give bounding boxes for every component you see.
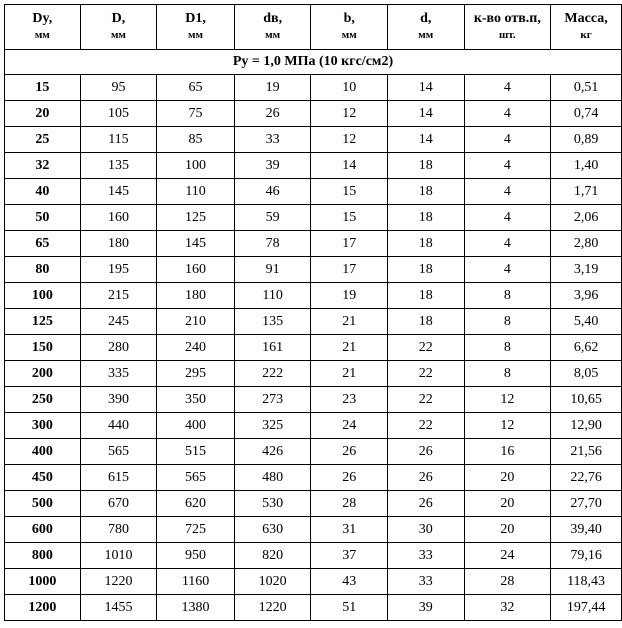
table-row [5, 361, 622, 387]
table-cell: 118,43 [551, 569, 622, 595]
table-row [5, 309, 622, 335]
table-cell: 1455 [80, 595, 157, 621]
table-cell: 28 [464, 569, 551, 595]
table-cell: 4 [464, 101, 551, 127]
table-cell: 273 [234, 387, 311, 413]
table-row [5, 569, 622, 595]
table-cell: 8,05 [551, 361, 622, 387]
table-cell: 565 [80, 439, 157, 465]
table-cell: 780 [80, 517, 157, 543]
table-cell: 725 [157, 517, 235, 543]
table-cell: 180 [157, 283, 235, 309]
table-cell: 250 [5, 387, 81, 413]
pressure-row [5, 50, 622, 75]
table-cell: 33 [388, 569, 465, 595]
table-cell: 24 [464, 543, 551, 569]
table-cell: 280 [80, 335, 157, 361]
table-cell: 1020 [234, 569, 311, 595]
table-cell: 95 [80, 75, 157, 101]
column-header-title: Dy, [32, 11, 53, 26]
table-cell: 75 [157, 101, 235, 127]
table-cell: 17 [311, 257, 388, 283]
table-row [5, 75, 622, 101]
table-cell: 615 [80, 465, 157, 491]
table-cell: 15 [5, 75, 81, 101]
table-cell: 26 [311, 439, 388, 465]
table-cell: 440 [80, 413, 157, 439]
table-cell: 43 [311, 569, 388, 595]
table-cell: 480 [234, 465, 311, 491]
table-cell: 22 [388, 335, 465, 361]
table-cell: 4 [464, 127, 551, 153]
table-cell: 300 [5, 413, 81, 439]
table-cell: 222 [234, 361, 311, 387]
table-cell: 32 [464, 595, 551, 621]
table-cell: 1000 [5, 569, 81, 595]
column-header-unit: мм [110, 29, 126, 41]
table-cell: 5,40 [551, 309, 622, 335]
table-cell: 32 [5, 153, 81, 179]
table-row [5, 387, 622, 413]
column-header [5, 5, 81, 50]
table-cell: 78 [234, 231, 311, 257]
table-cell: 91 [234, 257, 311, 283]
table-cell: 26 [388, 491, 465, 517]
table-cell: 18 [388, 179, 465, 205]
table-cell: 600 [5, 517, 81, 543]
column-header-title: d, [420, 11, 432, 26]
column-header-title: D1, [185, 11, 206, 26]
table-cell: 145 [80, 179, 157, 205]
column-header-unit: кг [580, 29, 592, 41]
table-cell: 14 [388, 101, 465, 127]
table-cell: 23 [311, 387, 388, 413]
table-cell: 59 [234, 205, 311, 231]
table-cell: 515 [157, 439, 235, 465]
column-header-unit: мм [34, 29, 50, 41]
table-cell: 670 [80, 491, 157, 517]
table-cell: 28 [311, 491, 388, 517]
column-header-unit: мм [341, 29, 357, 41]
table-cell: 160 [80, 205, 157, 231]
table-cell: 2,80 [551, 231, 622, 257]
column-header-unit: мм [418, 29, 434, 41]
table-cell: 0,74 [551, 101, 622, 127]
table-cell: 195 [80, 257, 157, 283]
table-cell: 31 [311, 517, 388, 543]
table-row [5, 439, 622, 465]
table-cell: 10 [311, 75, 388, 101]
table-row [5, 595, 622, 621]
column-header-title: dв, [263, 11, 283, 26]
table-row [5, 335, 622, 361]
table-cell: 1380 [157, 595, 235, 621]
column-header-unit: шт. [499, 29, 516, 41]
table-cell: 8 [464, 309, 551, 335]
table-cell: 19 [234, 75, 311, 101]
table-cell: 26 [234, 101, 311, 127]
table-cell: 135 [80, 153, 157, 179]
table-cell: 630 [234, 517, 311, 543]
table-cell: 0,89 [551, 127, 622, 153]
column-header-title: D, [111, 11, 126, 26]
column-header [311, 5, 388, 50]
table-cell: 26 [388, 439, 465, 465]
column-header-title: b, [343, 11, 355, 26]
table-cell: 20 [464, 517, 551, 543]
table-cell: 1,71 [551, 179, 622, 205]
table-cell: 450 [5, 465, 81, 491]
table-cell: 15 [311, 179, 388, 205]
table-cell: 110 [157, 179, 235, 205]
table-cell: 950 [157, 543, 235, 569]
table-cell: 80 [5, 257, 81, 283]
table-cell: 3,96 [551, 283, 622, 309]
table-cell: 100 [5, 283, 81, 309]
table-cell: 245 [80, 309, 157, 335]
table-cell: 1,40 [551, 153, 622, 179]
column-header [234, 5, 311, 50]
table-cell: 1010 [80, 543, 157, 569]
table-cell: 21,56 [551, 439, 622, 465]
table-cell: 150 [5, 335, 81, 361]
table-cell: 20 [5, 101, 81, 127]
column-header-title: Масса, [564, 11, 608, 26]
table-cell: 4 [464, 231, 551, 257]
table-cell: 125 [157, 205, 235, 231]
table-cell: 10,65 [551, 387, 622, 413]
table-cell: 37 [311, 543, 388, 569]
column-header [464, 5, 551, 50]
table-cell: 240 [157, 335, 235, 361]
table-cell: 565 [157, 465, 235, 491]
table-cell: 3,19 [551, 257, 622, 283]
column-header [551, 5, 622, 50]
table-cell: 400 [157, 413, 235, 439]
table-cell: 1160 [157, 569, 235, 595]
column-header [157, 5, 235, 50]
table-cell: 33 [388, 543, 465, 569]
table-cell: 426 [234, 439, 311, 465]
table-cell: 8 [464, 361, 551, 387]
table-row [5, 127, 622, 153]
table-cell: 20 [464, 491, 551, 517]
table-cell: 1220 [234, 595, 311, 621]
table-cell: 295 [157, 361, 235, 387]
table-cell: 25 [5, 127, 81, 153]
table-cell: 18 [388, 205, 465, 231]
table-cell: 33 [234, 127, 311, 153]
table-cell: 26 [311, 465, 388, 491]
table-cell: 350 [157, 387, 235, 413]
column-header-unit: мм [188, 29, 204, 41]
table-row [5, 257, 622, 283]
table-cell: 620 [157, 491, 235, 517]
table-cell: 8 [464, 283, 551, 309]
table-cell: 65 [157, 75, 235, 101]
table-cell: 51 [311, 595, 388, 621]
column-header [388, 5, 465, 50]
table-cell: 0,51 [551, 75, 622, 101]
table-cell: 14 [311, 153, 388, 179]
table-row [5, 153, 622, 179]
column-header-title: к-во отв.п, [473, 11, 541, 26]
table-cell: 4 [464, 75, 551, 101]
table-cell: 30 [388, 517, 465, 543]
flange-table-container [4, 4, 622, 621]
table-cell: 12,90 [551, 413, 622, 439]
table-cell: 39 [388, 595, 465, 621]
table-row [5, 465, 622, 491]
table-cell: 125 [5, 309, 81, 335]
table-cell: 110 [234, 283, 311, 309]
table-cell: 115 [80, 127, 157, 153]
table-body [5, 50, 622, 621]
table-cell: 40 [5, 179, 81, 205]
table-row [5, 101, 622, 127]
table-cell: 14 [388, 127, 465, 153]
table-cell: 27,70 [551, 491, 622, 517]
table-cell: 210 [157, 309, 235, 335]
table-cell: 325 [234, 413, 311, 439]
table-cell: 26 [388, 465, 465, 491]
table-cell: 161 [234, 335, 311, 361]
table-cell: 335 [80, 361, 157, 387]
table-cell: 12 [311, 101, 388, 127]
table-cell: 50 [5, 205, 81, 231]
table-cell: 21 [311, 335, 388, 361]
table-cell: 12 [464, 387, 551, 413]
flange-dimensions-table [4, 4, 622, 621]
table-cell: 79,16 [551, 543, 622, 569]
table-cell: 18 [388, 283, 465, 309]
table-cell: 1220 [80, 569, 157, 595]
table-cell: 22 [388, 387, 465, 413]
table-cell: 820 [234, 543, 311, 569]
table-row [5, 543, 622, 569]
pressure-label: Ру = 1,0 МПа (10 кгс/см2) [5, 50, 622, 75]
table-cell: 4 [464, 257, 551, 283]
table-row [5, 283, 622, 309]
table-cell: 197,44 [551, 595, 622, 621]
table-cell: 39,40 [551, 517, 622, 543]
column-header [80, 5, 157, 50]
table-cell: 22 [388, 413, 465, 439]
table-cell: 17 [311, 231, 388, 257]
table-cell: 100 [157, 153, 235, 179]
table-cell: 390 [80, 387, 157, 413]
table-header [5, 5, 622, 50]
table-cell: 85 [157, 127, 235, 153]
table-cell: 18 [388, 231, 465, 257]
table-cell: 180 [80, 231, 157, 257]
header-row [5, 5, 622, 50]
table-cell: 4 [464, 153, 551, 179]
table-cell: 400 [5, 439, 81, 465]
table-cell: 46 [234, 179, 311, 205]
table-cell: 24 [311, 413, 388, 439]
table-cell: 160 [157, 257, 235, 283]
table-cell: 18 [388, 153, 465, 179]
table-cell: 16 [464, 439, 551, 465]
table-cell: 8 [464, 335, 551, 361]
table-cell: 215 [80, 283, 157, 309]
table-cell: 12 [311, 127, 388, 153]
table-cell: 12 [464, 413, 551, 439]
table-cell: 145 [157, 231, 235, 257]
table-cell: 530 [234, 491, 311, 517]
table-cell: 19 [311, 283, 388, 309]
table-cell: 18 [388, 309, 465, 335]
table-row [5, 491, 622, 517]
table-row [5, 179, 622, 205]
table-cell: 21 [311, 361, 388, 387]
table-cell: 2,06 [551, 205, 622, 231]
table-cell: 200 [5, 361, 81, 387]
table-row [5, 205, 622, 231]
table-row [5, 413, 622, 439]
table-cell: 6,62 [551, 335, 622, 361]
table-row [5, 231, 622, 257]
table-cell: 800 [5, 543, 81, 569]
table-cell: 15 [311, 205, 388, 231]
table-cell: 14 [388, 75, 465, 101]
table-cell: 22 [388, 361, 465, 387]
table-cell: 135 [234, 309, 311, 335]
table-cell: 39 [234, 153, 311, 179]
table-cell: 4 [464, 179, 551, 205]
table-row [5, 517, 622, 543]
table-cell: 18 [388, 257, 465, 283]
table-cell: 105 [80, 101, 157, 127]
table-cell: 20 [464, 465, 551, 491]
table-cell: 4 [464, 205, 551, 231]
column-header-unit: мм [265, 29, 281, 41]
table-cell: 21 [311, 309, 388, 335]
table-cell: 1200 [5, 595, 81, 621]
table-cell: 65 [5, 231, 81, 257]
table-cell: 22,76 [551, 465, 622, 491]
table-cell: 500 [5, 491, 81, 517]
